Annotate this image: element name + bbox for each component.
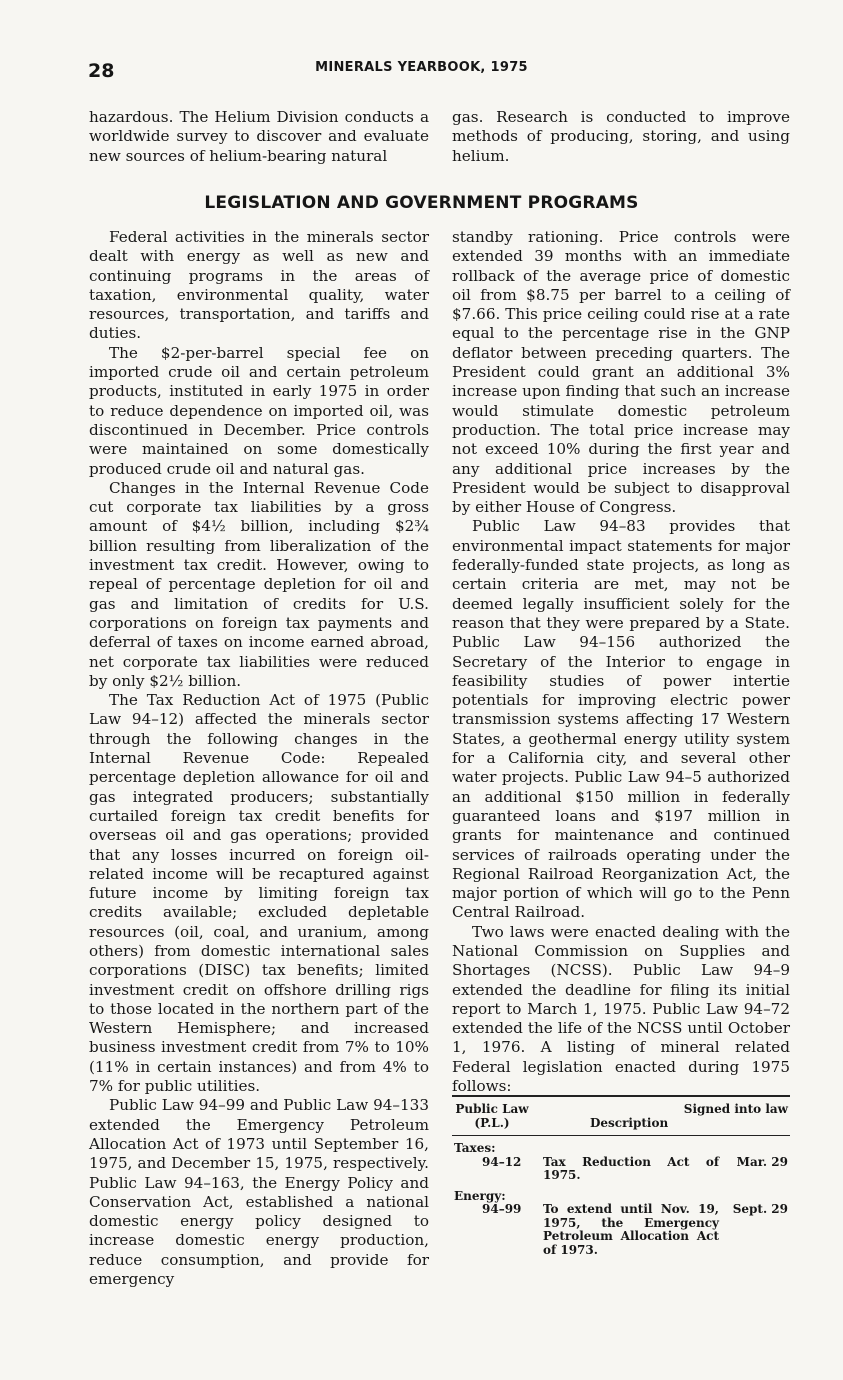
paragraph: Federal activities in the minerals sector dealt with energy as well as new and continuing programs in the areas of taxation, environmental quality, water resources, transportation, and tariffs and duties.: [89, 228, 429, 343]
law-signed-date: Mar. 29: [736, 1154, 788, 1169]
paragraph: gas. Research is conducted to improve methods of producing, storing, and using helium.: [452, 108, 790, 165]
paragraph: The $2-per-barrel special fee on imported crude oil and certain petroleum products, instituted in early 1975 in order to reduce dependence on imported oil, was discontinued in December. Price controls were maintained on some domestically produced crude oil and natural gas.: [89, 343, 429, 478]
law-description: Tax Reduction Act of 1975.: [543, 1154, 719, 1182]
category-energy: Energy:: [454, 1188, 506, 1203]
running-title: MINERALS YEARBOOK, 1975: [315, 60, 528, 75]
paragraph: The Tax Reduction Act of 1975 (Public Law 94–12) affected the minerals sector through the following changes in the Internal Revenue Code: Repealed percentage depletion allowance for oil and gas integrated producers; substantially curtailed foreign tax credit benefits for overseas oil and gas operations; provided that any losses incurred on foreign oil-related income will be recaptured against future income by limiting foreign tax credits available; excluded depletable resources (oil, coal, and uranium, among others) from domestic international sales corporations (DISC) tax benefits; limited investment credit on offshore drilling rigs to those located in the northern part of the Western Hemisphere; and increased business investment credit from 7% to 10% (11% in certain instances) and from 4% to 7% for public utilities.: [89, 691, 429, 1096]
top-right-column: [452, 108, 790, 166]
law-description: To extend until Nov. 19, 1975, the Emergency Petroleum Allocation Act of 1973.: [543, 1202, 719, 1257]
paragraph: Public Law 94–99 and Public Law 94–133 extended the Emergency Petroleum Allocation Act of 1973 until September 16, 1975, and December 15, 1975, respectively. Public Law 94–163, the Energy Policy and Conservation Act, established a national domestic energy policy designed to increase domestic energy production, reduce consumption, and provide for emergency: [89, 1096, 429, 1289]
table-row: [452, 1203, 790, 1257]
page-number: 28: [88, 60, 115, 82]
table-header: [452, 1097, 790, 1136]
top-left-column: [89, 108, 429, 166]
left-column: [89, 228, 429, 1289]
category-taxes: Taxes:: [454, 1141, 496, 1155]
table-row: [452, 1156, 790, 1184]
law-number: 94–12: [482, 1154, 522, 1169]
header-signed: Signed into law: [683, 1102, 788, 1116]
paragraph: Changes in the Internal Revenue Code cut corporate tax liabilities by a gross amount of $4½ billion, including $2¾ billion resulting from liberalization of the investment tax credit. However, owing to repeal of percentage depletion for oil and gas and limitation of credits for U.S. corporations on foreign tax payments and deferral of taxes on income earned abroad, net corporate tax liabilities were reduced by only $2½ billion.: [89, 478, 429, 690]
paragraph: hazardous. The Helium Division conducts a worldwide survey to discover and evaluate new sources of helium-bearing natural: [89, 108, 429, 165]
paragraph: Public Law 94–83 provides that environmental impact statements for major federally-funded state projects, as long as certain criteria are met, may not be deemed legally insufficient solely for the reason that they were prepared by a State. Public Law 94–156 authorized the Secretary of the Interior to engage in feasibility studies of power intertie potentials for improving electric power transmission systems affecting 17 Western States, a geothermal energy utility system for a California city, and several other water projects. Public Law 94–5 authorized an additional $150 million in federally guaranteed loans and $197 million in grants for maintenance and continued services of railroads operating under the Regional Railroad Reorganization Act, the major portion of which will go to the Penn Central Railroad.: [452, 517, 790, 922]
legislation-table: [452, 1095, 790, 1257]
header-public-law: Public Law (P.L.): [455, 1102, 529, 1130]
paragraph: Two laws were enacted dealing with the National Commission on Supplies and Shortages (NCSS). Public Law 94–9 extended the deadline for filing its initial report to March 1, 1975. Public Law 94–72 extended the life of the NCSS until October 1, 1976. A listing of mineral related Federal legislation enacted during 1975 follows:: [452, 922, 790, 1096]
law-number: 94–99: [482, 1202, 522, 1216]
header-description: Description: [590, 1116, 669, 1130]
section-heading: LEGISLATION AND GOVERNMENT PROGRAMS: [204, 193, 639, 213]
right-column: [452, 228, 790, 1096]
law-signed-date: Sept. 29: [732, 1202, 788, 1216]
paragraph: standby rationing. Price controls were extended 39 months with an immediate rollback of the average price of domestic oil from $8.75 per barrel to a ceiling of $7.66. This price ceiling could rise at a rate equal to the percentage rise in the GNP deflator between preceding quarters. The President could grant an additional 3% increase upon finding that such an increase would stimulate domestic petroleum production. The total price increase may not exceed 10% during the first year and any additional price increases by the President would be subject to disapproval by either House of Congress.: [452, 228, 790, 517]
